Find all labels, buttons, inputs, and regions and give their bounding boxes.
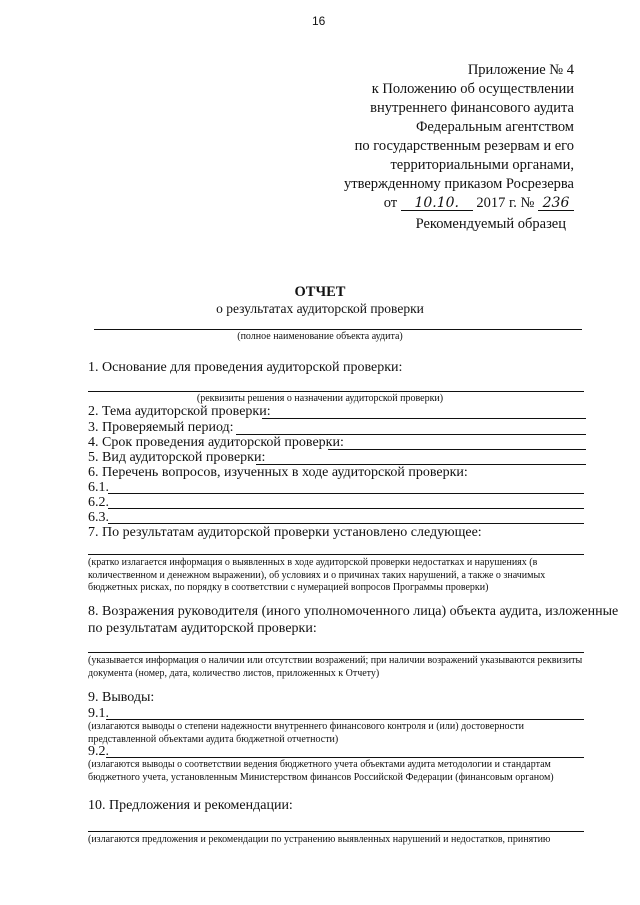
- section-10-line: [88, 831, 584, 832]
- section-9-2: 9.2.: [88, 744, 109, 759]
- section-8-line1: 8. Возражения руководителя (иного уполномоченного лица) объекта аудита, изложенные: [88, 604, 619, 619]
- section-1: 1. Основание для проведения аудиторской проверки:: [88, 360, 403, 375]
- section-1-caption: (реквизиты решения о назначении аудиторской проверки): [196, 393, 444, 404]
- section-9-2-caption: (излагаются выводы о соответствии ведения бюджетного учета объектами аудита методологии и стандартам бюджетного учета, установленным Министерством финансов Российской Федерации (финансовым органом): [88, 759, 554, 783]
- appendix-block: [344, 61, 574, 213]
- appendix-line: Федеральным агентством: [415, 119, 574, 135]
- section-7-caption: (кратко излагается информация о выявленных в ходе аудиторской проверки недостатках и нарушениях (в количественном и денежном выражении), об условиях и о причинах таких нарушений, а также о значимых бюджетных рисках, по порядку в соответствии с нумерацией вопросов Программы проверки): [88, 557, 546, 593]
- section-6-3-line: [108, 523, 584, 524]
- object-caption: (полное наименование объекта аудита): [237, 331, 403, 342]
- appendix-line: внутреннего финансового аудита: [370, 100, 574, 116]
- report-subtitle: о результатах аудиторской проверки: [216, 301, 424, 316]
- report-title: ОТЧЕТ: [294, 284, 346, 300]
- section-9-1: 9.1.: [88, 706, 109, 721]
- section-5: 5. Вид аудиторской проверки:: [88, 450, 266, 465]
- section-8-line2: по результатам аудиторской проверки:: [88, 621, 317, 636]
- section-1-line: [88, 391, 584, 392]
- section-3: 3. Проверяемый период:: [88, 420, 234, 435]
- section-6-2: 6.2.: [88, 495, 109, 510]
- order-line: [344, 194, 574, 213]
- order-number-handwritten: 236: [538, 196, 574, 211]
- section-6-2-line: [108, 508, 584, 509]
- appendix-line: территориальными органами,: [390, 157, 574, 173]
- section-4-line: [328, 449, 586, 450]
- section-2: 2. Тема аудиторской проверки:: [88, 404, 271, 419]
- recommended-sample: Рекомендуемый образец: [415, 216, 566, 232]
- section-8-line: [88, 652, 584, 653]
- appendix-line: к Положению об осуществлении: [371, 81, 574, 97]
- section-9-2-line: [106, 757, 584, 758]
- section-8-caption: (указывается информация о наличии или отсутствии возражений; при наличии возражений указываются реквизиты документа (номер, дата, количество листов, приложенных к Отчету): [88, 655, 583, 679]
- section-7: 7. По результатам аудиторской проверки установлено следующее:: [88, 525, 482, 540]
- section-6-3: 6.3.: [88, 510, 109, 525]
- section-10-caption: (излагаются предложения и рекомендации по устранению выявленных нарушений и недостатков, принятию: [88, 834, 551, 845]
- object-line: [94, 329, 582, 330]
- section-9-1-line: [106, 719, 584, 720]
- order-prefix: от: [383, 195, 398, 211]
- order-year: 2017 г. №: [476, 195, 535, 211]
- order-date-handwritten: 10.10.: [401, 196, 473, 211]
- section-10: 10. Предложения и рекомендации:: [88, 798, 293, 813]
- appendix-line: утвержденному приказом Росрезерва: [344, 176, 574, 192]
- section-6: 6. Перечень вопросов, изученных в ходе аудиторской проверки:: [88, 465, 468, 480]
- section-6-1-line: [108, 493, 584, 494]
- section-7-line: [88, 554, 584, 555]
- section-9: 9. Выводы:: [88, 690, 155, 705]
- section-6-1: 6.1.: [88, 480, 109, 495]
- section-4: 4. Срок проведения аудиторской проверки:: [88, 435, 344, 450]
- section-2-line: [262, 418, 586, 419]
- appendix-line: по государственным резервам и его: [354, 138, 574, 154]
- appendix-line: Приложение № 4: [467, 62, 574, 78]
- page-number: 16: [312, 14, 326, 28]
- section-9-1-caption: (излагаются выводы о степени надежности внутреннего финансового контроля и (или) достоверности представленной объектами аудита бюджетной отчетности): [88, 721, 524, 745]
